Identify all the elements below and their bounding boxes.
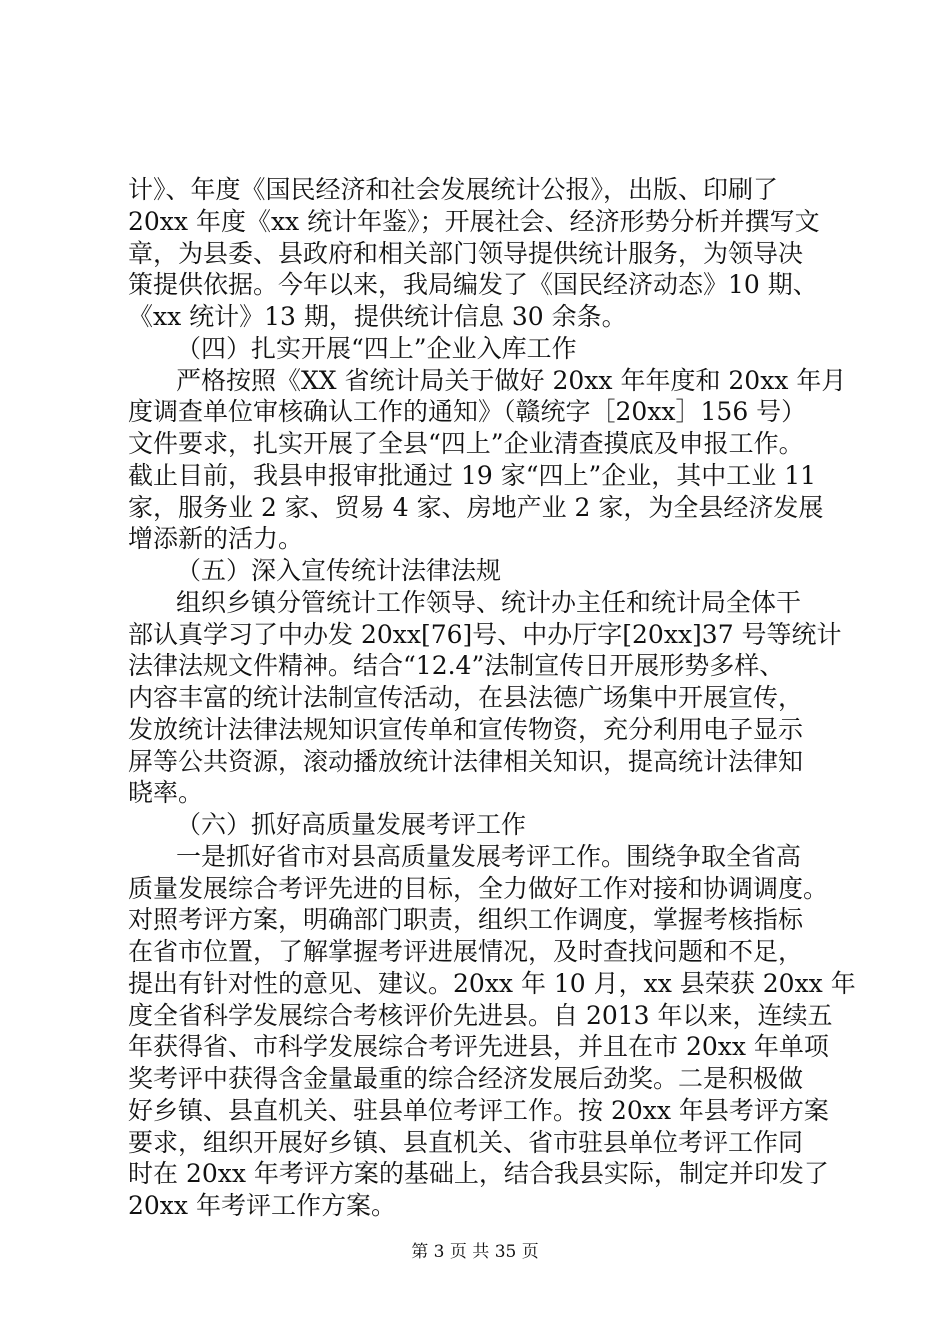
section-heading: （四）扎实开展“四上”企业入库工作 <box>176 333 577 363</box>
text-line: 提出有针对性的意见、建议。20xx 年 10 月，xx 县荣获 20xx 年 <box>128 968 856 998</box>
text-line: 家，服务业 2 家、贸易 4 家、房地产业 2 家，为全县经济发展 <box>128 492 824 522</box>
text-line: 度全省科学发展综合考核评价先进县。自 2013 年以来，连续五 <box>128 1000 833 1030</box>
page-number-footer: 第 3 页 共 35 页 <box>411 1242 539 1262</box>
text-line: 部认真学习了中办发 20xx[76]号、中办厅字[20xx]37 号等统计 <box>128 619 842 649</box>
text-line: 好乡镇、县直机关、驻县单位考评工作。按 20xx 年县考评方案 <box>128 1095 829 1125</box>
text-line: 质量发展综合考评先进的目标，全力做好工作对接和协调调度。 <box>128 873 829 903</box>
text-line: 发放统计法律法规知识宣传单和宣传物资，充分利用电子显示 <box>128 714 804 744</box>
paragraph-first-line: 一是抓好省市对县高质量发展考评工作。围绕争取全省高 <box>176 841 802 871</box>
text-line: 法律法规文件精神。结合“12.4”法制宣传日开展形势多样、 <box>128 651 785 681</box>
section-heading: （五）深入宣传统计法律法规 <box>176 556 502 585</box>
text-line: 屏等公共资源，滚动播放统计法律相关知识，提高统计法律知 <box>128 746 804 776</box>
text-line: 内容丰富的统计法制宣传活动，在县法德广场集中开展宣传， <box>128 683 804 712</box>
text-line: 截止目前，我县申报审批通过 19 家“四上”企业，其中工业 11 <box>128 460 817 490</box>
text-line: 计》、年度《国民经济和社会发展统计公报》，出版、印刷了 <box>128 175 779 204</box>
text-line: 时在 20xx 年考评方案的基础上，结合我县实际，制定并印发了 <box>128 1159 829 1189</box>
text-line: 对照考评方案，明确部门职责，组织工作调度，掌握考核指标 <box>128 905 804 935</box>
section-heading: （六）抓好高质量发展考评工作 <box>176 810 527 839</box>
text-line: 奖考评中获得含金量最重的综合经济发展后劲奖。二是积极做 <box>128 1064 804 1093</box>
text-line: 20xx 年考评工作方案。 <box>128 1191 396 1220</box>
text-line: 20xx 年度《xx 统计年鉴》；开展社会、经济形势分析并撰写文 <box>128 206 820 236</box>
text-line: 增添新的活力。 <box>128 524 304 554</box>
text-line: 要求，组织开展好乡镇、县直机关、省市驻县单位考评工作同 <box>128 1127 804 1157</box>
text-line: 度调查单位审核确认工作的通知》（赣统字［20xx］156 号） <box>128 397 807 427</box>
text-line: 文件要求，扎实开展了全县“四上”企业清查摸底及申报工作。 <box>128 429 804 458</box>
paragraph-first-line: 组织乡镇分管统计工作领导、统计办主任和统计局全体干 <box>176 587 802 617</box>
text-line: 在省市位置，了解掌握考评进展情况，及时查找问题和不足， <box>128 937 804 966</box>
text-line: 晓率。 <box>128 778 204 808</box>
text-line: 策提供依据。今年以来，我局编发了《国民经济动态》10 期、 <box>128 270 818 300</box>
text-line: 章，为县委、县政府和相关部门领导提供统计服务，为领导决 <box>128 238 804 268</box>
paragraph-first-line: 严格按照《XX 省统计局关于做好 20xx 年年度和 20xx 年月 <box>176 365 847 395</box>
document-body <box>128 174 856 1222</box>
text-line: 《xx 统计》13 期，提供统计信息 30 余条。 <box>128 302 627 331</box>
text-line: 年获得省、市科学发展综合考评先进县，并且在市 20xx 年单项 <box>128 1032 829 1062</box>
